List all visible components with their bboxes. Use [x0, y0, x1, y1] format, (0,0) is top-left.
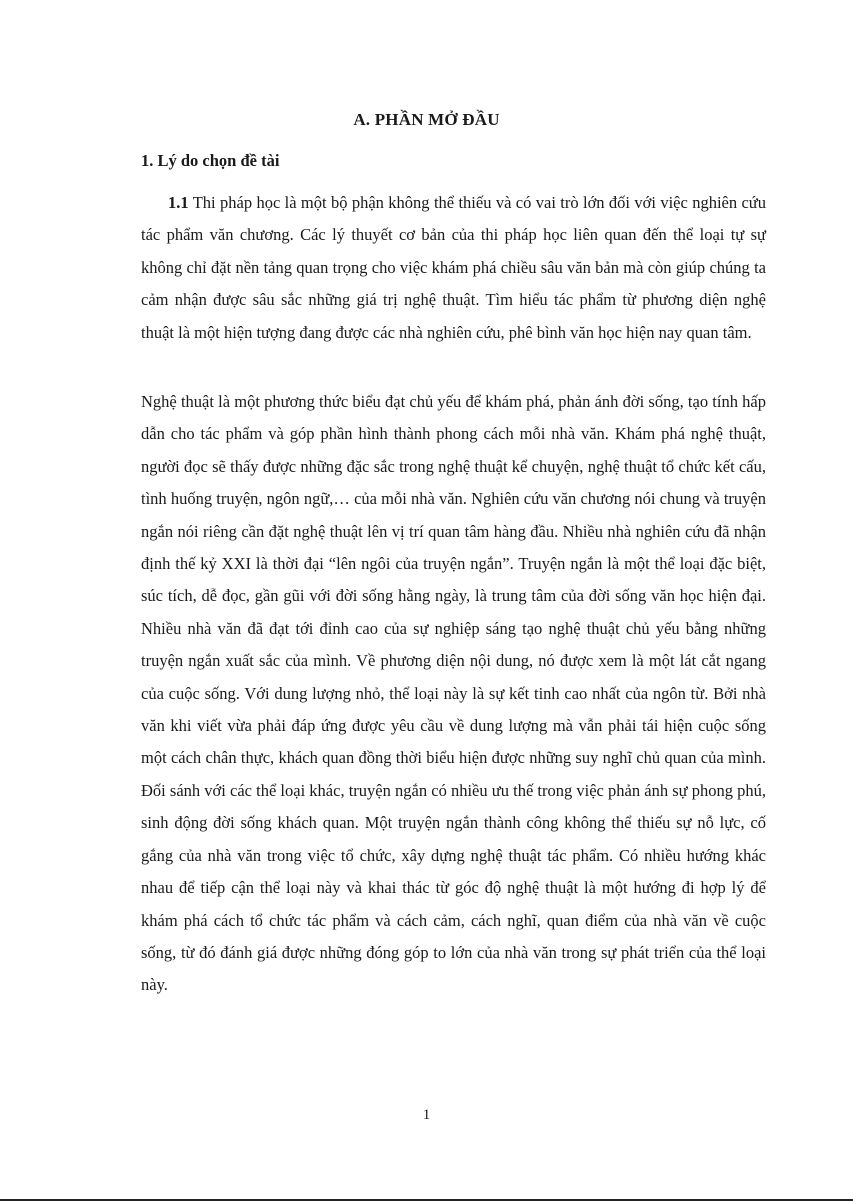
bottom-divider	[0, 1199, 853, 1201]
paragraph-1	[141, 187, 766, 349]
paragraph-1-text: Thi pháp học là một bộ phận không thể thiếu và có vai trò lớn đối với việc nghiên cứu tác phẩm văn chương. Các lý thuyết cơ bản của thi pháp học liên quan đến thể loại tự sự không chỉ đặt nền tảng quan trọng cho việc khám phá chiều sâu văn bản mà còn giúp chúng ta cảm nhận được sâu sắc những giá trị nghệ thuật. Tìm hiểu tác phẩm từ phương diện nghệ thuật là một hiện tượng đang được các nhà nghiên cứu, phê bình văn học hiện nay quan tâm.	[141, 193, 766, 342]
document-heading: A. PHẦN MỞ ĐẦU	[353, 110, 500, 129]
paragraph-number: 1.1	[168, 193, 189, 212]
section-title: 1. Lý do chọn đề tài	[141, 151, 280, 170]
paragraph-2: Nghệ thuật là một phương thức biểu đạt chủ yếu để khám phá, phản ánh đời sống, tạo tính hấp dẫn cho tác phẩm và góp phần hình thành phong cách mỗi nhà văn. Khám phá nghệ thuật, người đọc sẽ thấy được những đặc sắc trong nghệ thuật kể chuyện, nghệ thuật tổ chức kết cấu, tình huống truyện, ngôn ngữ,… của mỗi nhà văn. Nghiên cứu văn chương nói chung và truyện ngắn nói riêng cần đặt nghệ thuật lên vị trí quan tâm hàng đầu. Nhiều nhà nghiên cứu đã nhận định thế kỷ XXI là thời đại “lên ngôi của truyện ngắn”. Truyện ngắn là một thể loại đặc biệt, súc tích, dễ đọc, gần gũi với đời sống hằng ngày, là trung tâm của đời sống văn học hiện đại. Nhiều nhà văn đã đạt tới đỉnh cao của sự nghiệp sáng tạo nghệ thuật chủ yếu bằng những truyện ngắn xuất sắc của mình. Về phương diện nội dung, nó được xem là một lát cắt ngang của cuộc sống. Với dung lượng nhỏ, thể loại này là sự kết tinh cao nhất của ngôn từ. Bởi nhà văn khi viết vừa phải đáp ứng được yêu cầu về dung lượng mà vẫn phải tái hiện cuộc sống một cách chân thực, khách quan đồng thời biểu hiện được những suy nghĩ chủ quan của mình. Đối sánh với các thể loại khác, truyện ngắn có nhiều ưu thế trong việc phản ánh sự phong phú, sinh động đời sống khách quan. Một truyện ngắn thành công không thể thiếu sự nỗ lực, cố gắng của nhà văn trong việc tổ chức, xây dựng nghệ thuật tác phẩm. Có nhiều hướng khác nhau để tiếp cận thể loại này và khai thác từ góc độ nghệ thuật là một hướng đi hợp lý để khám phá cách tổ chức tác phẩm và cách cảm, cách nghĩ, quan điểm của nhà văn về cuộc sống, từ đó đánh giá được những đóng góp to lớn của nhà văn trong sự phát triển của thể loại này.	[141, 392, 766, 995]
page-number: 1	[422, 1107, 431, 1123]
